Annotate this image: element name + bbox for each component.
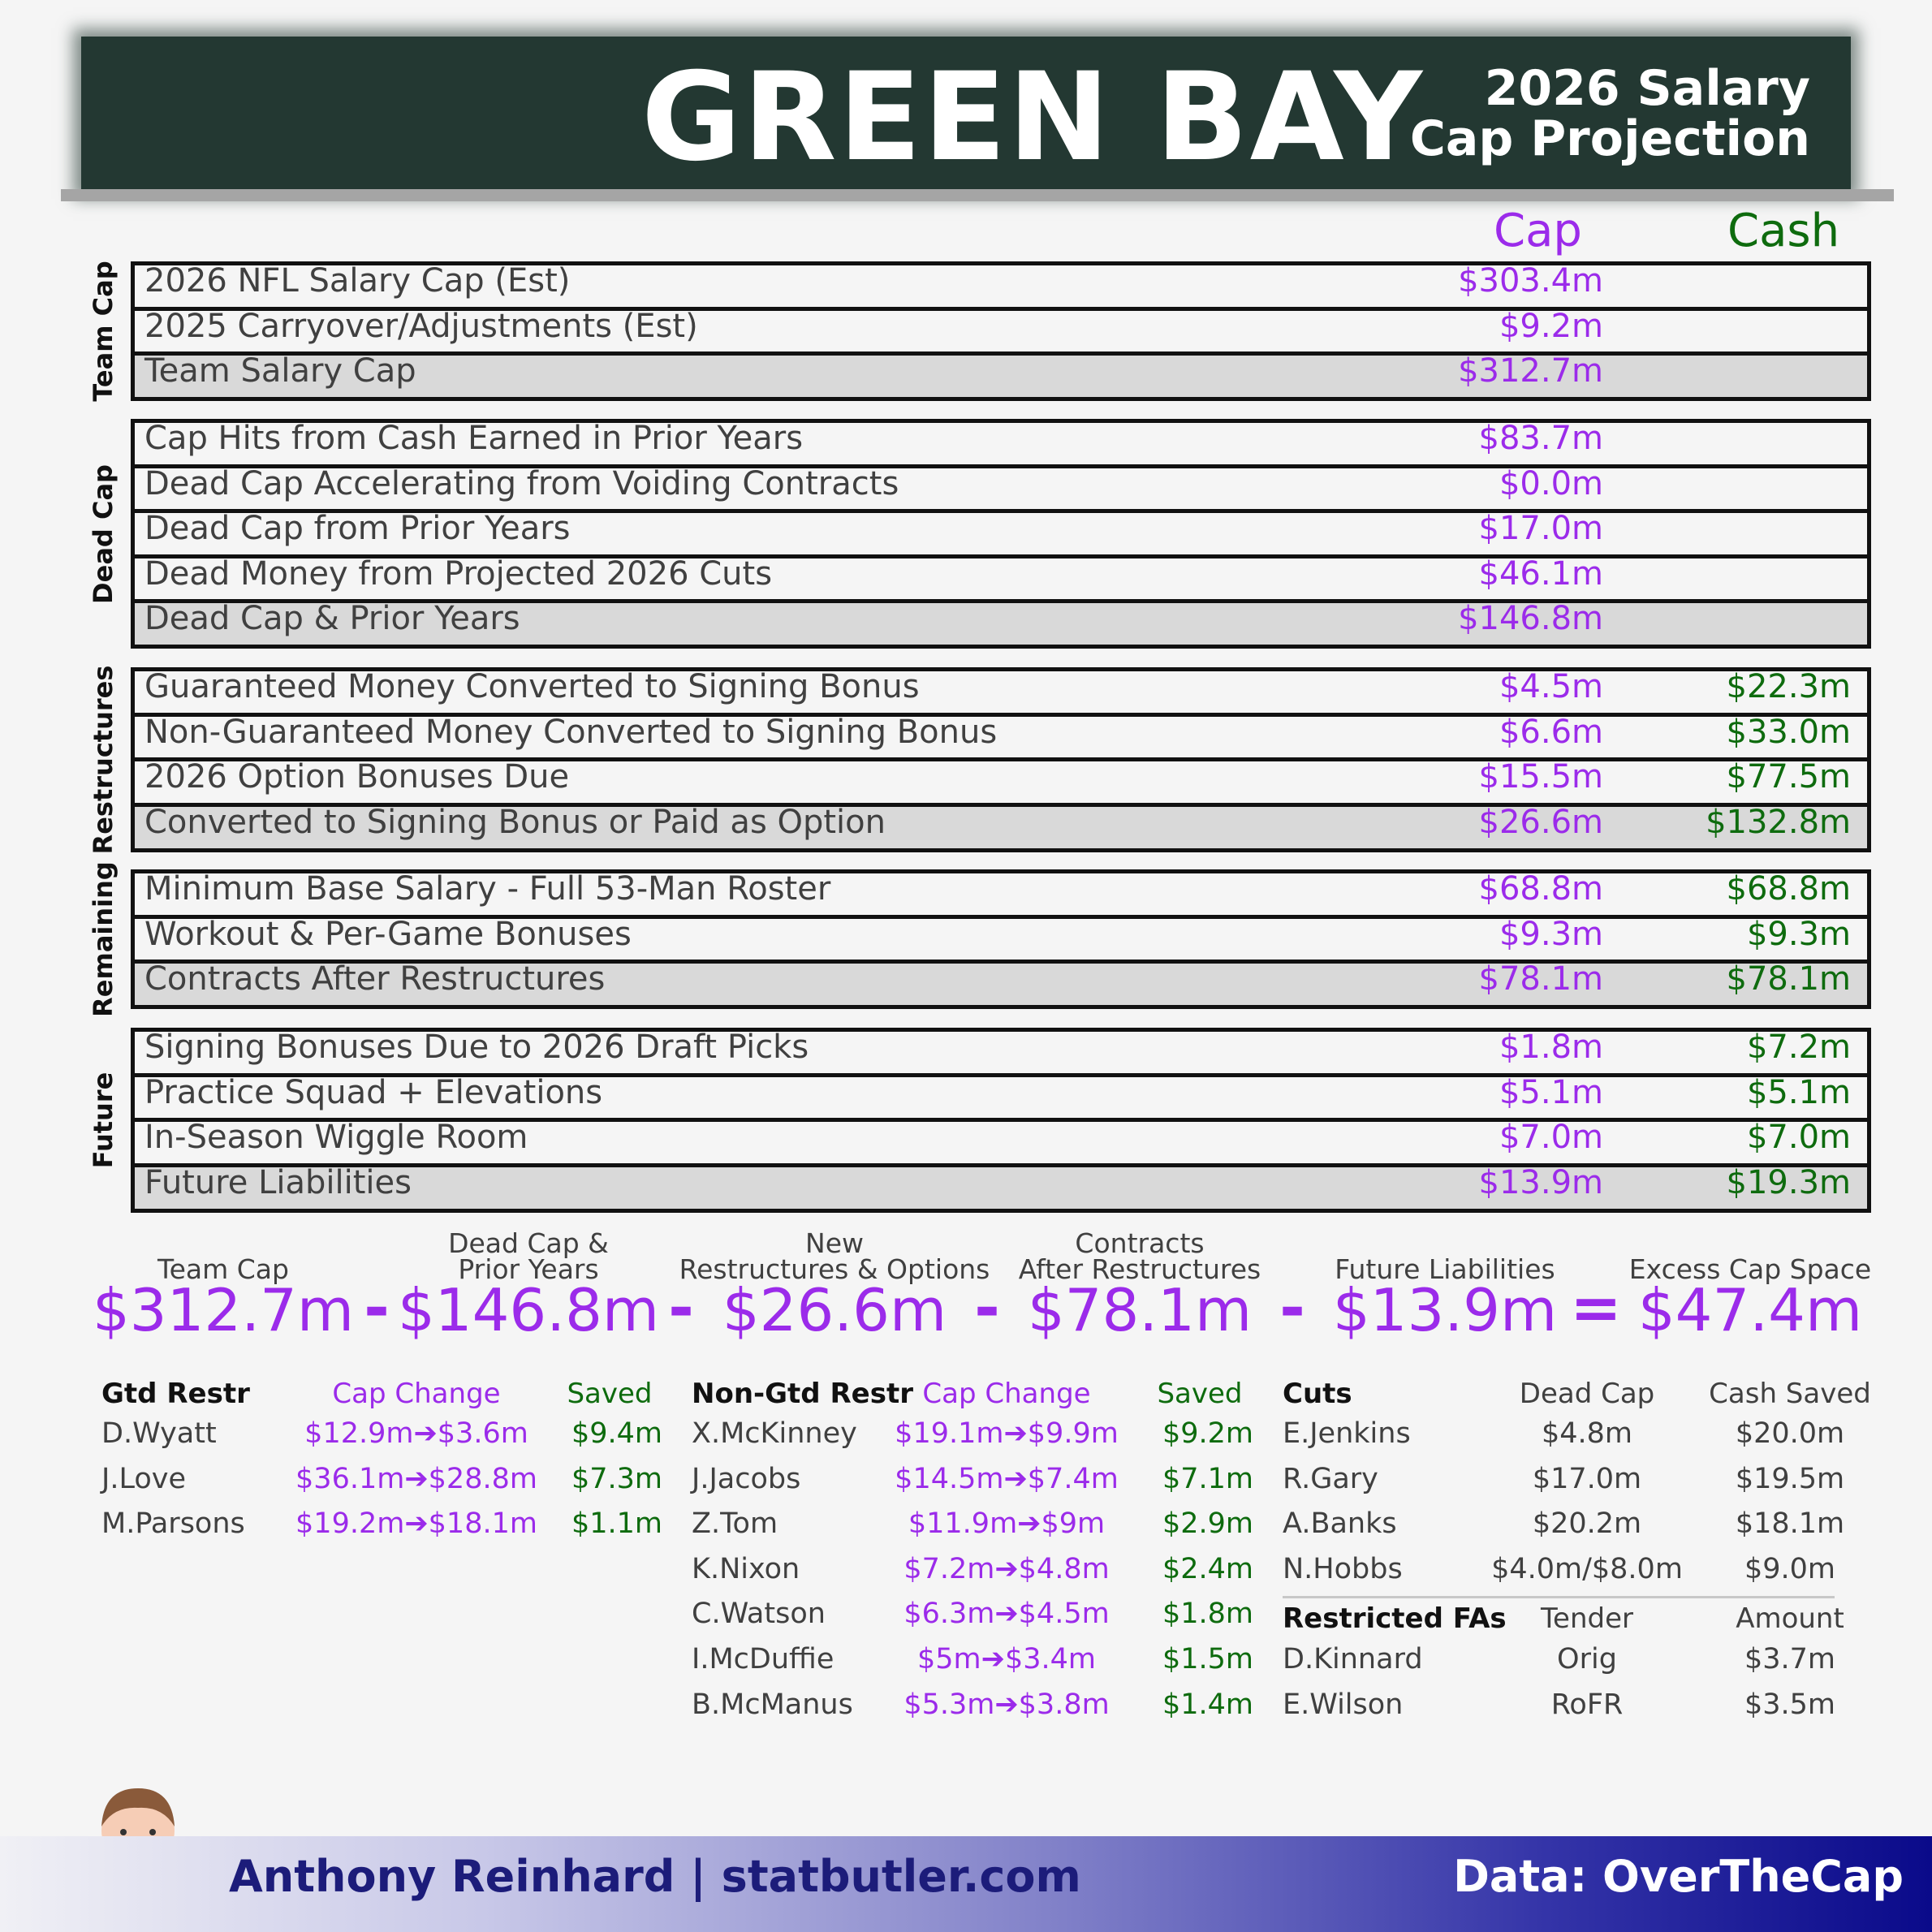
line-item-label: Dead Cap & Prior Years	[144, 600, 520, 637]
subtotal-row	[131, 351, 1871, 401]
cut-dead-cap: $4.8m	[1541, 1417, 1633, 1450]
nongtd-saved: $9.2m	[1162, 1417, 1254, 1450]
line-item-row	[131, 1073, 1871, 1123]
line-item-label: 2026 Option Bonuses Due	[144, 758, 570, 796]
nongtd-cap-change: $6.3m➔$4.5m	[903, 1598, 1110, 1630]
line-item-label: Dead Money from Projected 2026 Cuts	[144, 555, 773, 593]
nongtd-cap-change: $7.2m➔$4.8m	[903, 1553, 1110, 1585]
nongtd-player-name: C.Watson	[692, 1598, 826, 1630]
rfa-amount: $3.7m	[1744, 1643, 1836, 1675]
equation-term-value: $78.1m	[1027, 1276, 1253, 1344]
cap-value: $83.7m	[1478, 420, 1603, 457]
nongtd-header-saved: Saved	[1157, 1378, 1243, 1410]
team-title: GREEN BAY	[641, 47, 1424, 188]
line-item-row	[131, 1028, 1871, 1077]
rfa-header-name: Restricted FAs	[1283, 1602, 1507, 1635]
gtd-player-name: M.Parsons	[101, 1507, 245, 1540]
nongtd-cap-change: $5m➔$3.4m	[917, 1643, 1096, 1675]
rfa-divider	[1283, 1596, 1835, 1598]
subtotal-row	[131, 960, 1871, 1009]
line-item-label: Converted to Signing Bonus or Paid as Option	[144, 804, 886, 841]
cash-value: $33.0m	[1726, 714, 1851, 751]
gtd-cap-change: $12.9m➔$3.6m	[304, 1417, 528, 1450]
gtd-header-change: Cap Change	[332, 1378, 501, 1410]
cash-value: $22.3m	[1726, 668, 1851, 705]
equation-term-value: $312.7m	[92, 1276, 355, 1344]
author-credit: Anthony Reinhard | statbutler.com	[229, 1851, 1081, 1902]
line-item-label: Future Liabilities	[144, 1164, 412, 1201]
nongtd-saved: $1.5m	[1162, 1643, 1254, 1675]
minus-operator: -	[668, 1271, 694, 1343]
cuts-header-name: Cuts	[1283, 1378, 1352, 1410]
nongtd-player-name: B.McManus	[692, 1688, 853, 1721]
equation-term-label-2: After Restructures	[1018, 1253, 1261, 1285]
line-item-label: Non-Guaranteed Money Converted to Signing Bonus	[144, 714, 998, 751]
section-side-label: Remaining	[88, 861, 119, 1017]
cut-player-name: E.Jenkins	[1283, 1417, 1411, 1450]
cap-value: $6.6m	[1499, 714, 1603, 751]
line-item-row	[131, 554, 1871, 604]
line-item-row	[131, 757, 1871, 807]
cut-cash-saved: $18.1m	[1735, 1507, 1845, 1540]
equation-term-value: $26.6m	[722, 1276, 947, 1344]
cash-value: $7.0m	[1746, 1119, 1851, 1156]
line-item-label: In-Season Wiggle Room	[144, 1119, 528, 1156]
cap-value: $15.5m	[1478, 758, 1603, 796]
subtotal-row	[131, 803, 1871, 852]
line-item-row	[131, 419, 1871, 468]
line-item-label: 2025 Carryover/Adjustments (Est)	[144, 308, 698, 345]
rfa-tender: RoFR	[1550, 1688, 1624, 1721]
cash-value: $78.1m	[1726, 960, 1851, 998]
line-item-row	[131, 307, 1871, 356]
footer-bar	[0, 1836, 1932, 1932]
line-item-label: Minimum Base Salary - Full 53-Man Roster	[144, 870, 831, 908]
line-item-row	[131, 869, 1871, 919]
cut-cash-saved: $19.5m	[1735, 1463, 1845, 1495]
gtd-saved: $9.4m	[571, 1417, 663, 1450]
cash-value: $9.3m	[1746, 916, 1851, 953]
cash-value: $68.8m	[1726, 870, 1851, 908]
gtd-header-name: Gtd Restr	[101, 1378, 250, 1410]
line-item-label: Team Salary Cap	[144, 352, 416, 390]
cap-value: $7.0m	[1499, 1119, 1603, 1156]
subtitle-line-1: 2026 Salary	[1484, 60, 1810, 117]
equation-term-label-1: Dead Cap &	[448, 1227, 609, 1259]
line-item-row	[131, 261, 1871, 311]
equation-term-value: $146.8m	[397, 1276, 660, 1344]
line-item-label: Signing Bonuses Due to 2026 Draft Picks	[144, 1029, 809, 1066]
line-item-label: Practice Squad + Elevations	[144, 1074, 603, 1111]
cash-value: $5.1m	[1746, 1074, 1851, 1111]
cash-value: $132.8m	[1706, 804, 1851, 841]
data-source: Data: OverTheCap	[1453, 1851, 1904, 1902]
cap-value: $46.1m	[1478, 555, 1603, 593]
cap-value: $4.5m	[1499, 668, 1603, 705]
cuts-header-saved: Cash Saved	[1709, 1378, 1871, 1410]
nongtd-cap-change: $11.9m➔$9m	[908, 1507, 1106, 1540]
gtd-saved: $7.3m	[571, 1463, 663, 1495]
nongtd-player-name: X.McKinney	[692, 1417, 857, 1450]
cash-value: $7.2m	[1746, 1029, 1851, 1066]
minus-operator: -	[1279, 1271, 1305, 1343]
subtotal-row	[131, 1163, 1871, 1213]
line-item-label: 2026 NFL Salary Cap (Est)	[144, 262, 571, 300]
title-underline	[61, 189, 1894, 201]
equation-term-label-2: Team Cap	[157, 1253, 289, 1285]
cap-value: $9.2m	[1499, 308, 1603, 345]
cap-value: $17.0m	[1478, 510, 1603, 547]
minus-operator: -	[364, 1271, 390, 1343]
rfa-header-tender: Tender	[1541, 1602, 1633, 1635]
line-item-label: Contracts After Restructures	[144, 960, 606, 998]
cap-value: $5.1m	[1499, 1074, 1603, 1111]
nongtd-saved: $7.1m	[1162, 1463, 1254, 1495]
equation-term-value: $13.9m	[1332, 1276, 1558, 1344]
nongtd-cap-change: $5.3m➔$3.8m	[903, 1688, 1110, 1721]
cut-cash-saved: $9.0m	[1744, 1553, 1836, 1585]
equation-term-label-1: New	[805, 1227, 864, 1259]
equation-term-value: $47.4m	[1637, 1276, 1863, 1344]
nongtd-player-name: K.Nixon	[692, 1553, 800, 1585]
section-side-label: Dead Cap	[88, 464, 119, 604]
nongtd-cap-change: $14.5m➔$7.4m	[895, 1463, 1119, 1495]
cash-value: $77.5m	[1726, 758, 1851, 796]
cap-value: $26.6m	[1478, 804, 1603, 841]
cut-dead-cap: $20.2m	[1532, 1507, 1642, 1540]
cuts-header-dead: Dead Cap	[1519, 1378, 1655, 1410]
line-item-row	[131, 667, 1871, 717]
cut-dead-cap: $17.0m	[1532, 1463, 1642, 1495]
equation-term-label-2: Excess Cap Space	[1628, 1253, 1872, 1285]
cap-value: $78.1m	[1478, 960, 1603, 998]
rfa-amount: $3.5m	[1744, 1688, 1836, 1721]
cut-player-name: A.Banks	[1283, 1507, 1397, 1540]
cut-player-name: R.Gary	[1283, 1463, 1378, 1495]
cap-value: $68.8m	[1478, 870, 1603, 908]
line-item-row	[131, 509, 1871, 558]
nongtd-saved: $2.9m	[1162, 1507, 1254, 1540]
equation-term-label-1: Contracts	[1075, 1227, 1205, 1259]
nongtd-header-change: Cap Change	[922, 1378, 1091, 1410]
minus-operator: -	[974, 1271, 1000, 1343]
nongtd-saved: $1.8m	[1162, 1598, 1254, 1630]
gtd-player-name: D.Wyatt	[101, 1417, 217, 1450]
nongtd-saved: $1.4m	[1162, 1688, 1254, 1721]
line-item-row	[131, 713, 1871, 762]
cut-dead-cap: $4.0m/$8.0m	[1491, 1553, 1683, 1585]
gtd-cap-change: $36.1m➔$28.8m	[295, 1463, 537, 1495]
equals-operator: =	[1570, 1271, 1622, 1343]
rfa-player-name: E.Wilson	[1283, 1688, 1404, 1721]
equation-term-label-2: Prior Years	[458, 1253, 599, 1285]
equation-term-label-2: Restructures & Options	[679, 1253, 990, 1285]
line-item-label: Workout & Per-Game Bonuses	[144, 916, 632, 953]
report-subtitle	[1409, 60, 1810, 167]
line-item-row	[131, 915, 1871, 964]
line-item-row	[131, 1118, 1871, 1167]
cut-player-name: N.Hobbs	[1283, 1553, 1403, 1585]
gtd-header-saved: Saved	[567, 1378, 653, 1410]
cash-value: $19.3m	[1726, 1164, 1851, 1201]
cut-cash-saved: $20.0m	[1735, 1417, 1845, 1450]
nongtd-player-name: Z.Tom	[692, 1507, 778, 1540]
rfa-player-name: D.Kinnard	[1283, 1643, 1423, 1675]
rfa-tender: Orig	[1557, 1643, 1617, 1675]
nongtd-player-name: I.McDuffie	[692, 1643, 834, 1675]
gtd-saved: $1.1m	[571, 1507, 663, 1540]
cap-value: $0.0m	[1499, 465, 1603, 502]
subtitle-line-2: Cap Projection	[1409, 110, 1810, 167]
section-side-label: Team Cap	[88, 261, 119, 402]
subtotal-row	[131, 599, 1871, 649]
nongtd-saved: $2.4m	[1162, 1553, 1254, 1585]
cap-value: $9.3m	[1499, 916, 1603, 953]
nongtd-player-name: J.Jacobs	[692, 1463, 801, 1495]
nongtd-header-name: Non-Gtd Restr	[692, 1378, 913, 1410]
line-item-row	[131, 464, 1871, 514]
line-item-label: Dead Cap from Prior Years	[144, 510, 571, 547]
section-side-label: Restructures	[88, 665, 119, 855]
cash-column-header: Cash	[1727, 205, 1840, 257]
line-item-label: Dead Cap Accelerating from Voiding Contracts	[144, 465, 899, 502]
equation-term-label-2: Future Liabilities	[1335, 1253, 1555, 1285]
cap-value: $13.9m	[1478, 1164, 1603, 1201]
line-item-label: Cap Hits from Cash Earned in Prior Years	[144, 420, 804, 457]
cap-value: $303.4m	[1458, 262, 1603, 300]
cap-value: $146.8m	[1458, 600, 1603, 637]
nongtd-cap-change: $19.1m➔$9.9m	[895, 1417, 1119, 1450]
cap-column-header: Cap	[1494, 205, 1582, 257]
gtd-cap-change: $19.2m➔$18.1m	[295, 1507, 537, 1540]
rfa-header-amount: Amount	[1736, 1602, 1844, 1635]
cap-value: $1.8m	[1499, 1029, 1603, 1066]
section-side-label: Future	[88, 1072, 119, 1168]
gtd-player-name: J.Love	[101, 1463, 186, 1495]
line-item-label: Guaranteed Money Converted to Signing Bonus	[144, 668, 920, 705]
cap-value: $312.7m	[1458, 352, 1603, 390]
